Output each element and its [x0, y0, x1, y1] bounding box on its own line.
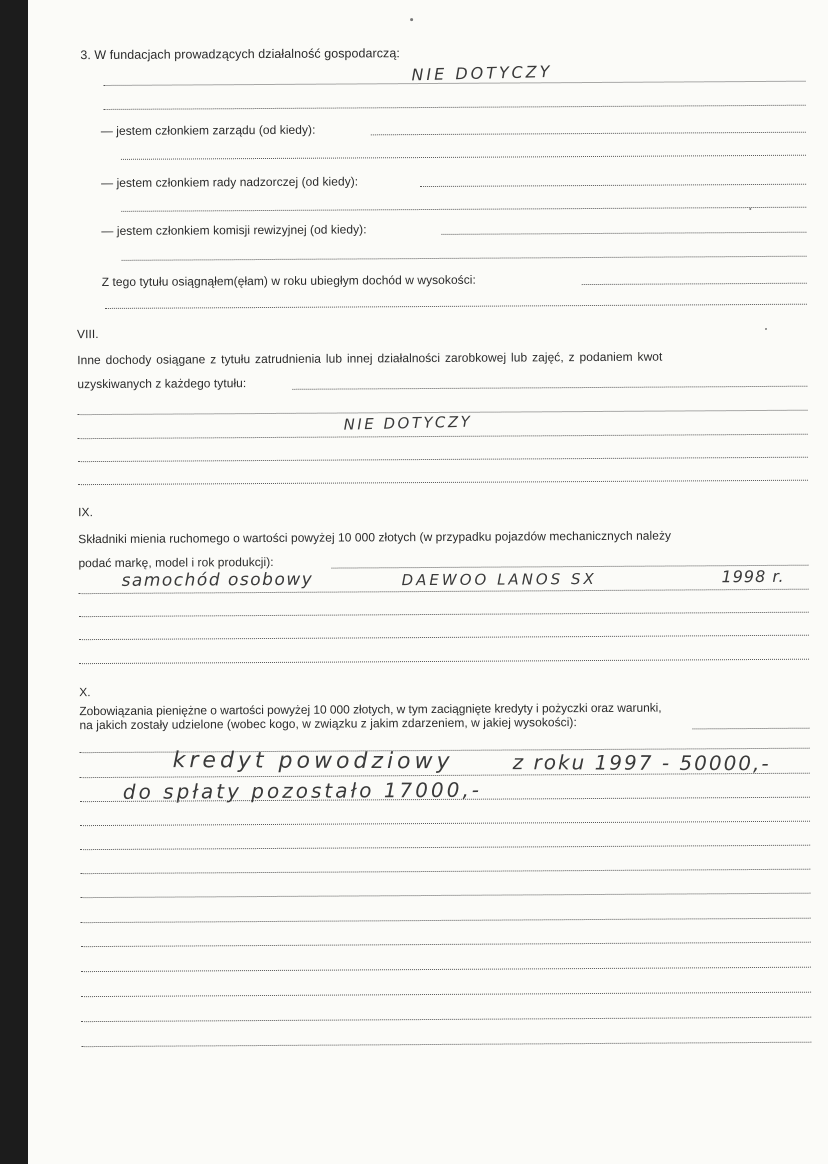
answer-line	[441, 232, 806, 235]
answer-line	[81, 992, 811, 997]
answer-line	[122, 256, 807, 261]
answer-line	[105, 304, 807, 309]
answer-line	[692, 728, 809, 730]
scan-speck	[410, 18, 413, 21]
answer-line	[80, 821, 810, 826]
handwritten-answer: NIE DOTYCZY	[343, 412, 473, 434]
answer-line	[582, 283, 807, 285]
answer-line	[80, 845, 810, 850]
answer-line	[81, 1042, 811, 1047]
handwritten-vehicle-year: 1998 r.	[721, 566, 785, 587]
section-viii-text-line2: uzyskiwanych z każdego tytułu:	[77, 376, 247, 392]
section-x-text-line2: na jakich zostały udzielone (wobec kogo, w związku z jakim zdarzeniem, w jakiej wysokości):	[79, 715, 577, 733]
answer-line	[104, 105, 806, 110]
section-ix-numeral: IX.	[78, 505, 93, 520]
scan-speck	[749, 208, 751, 210]
answer-line	[79, 635, 809, 640]
handwritten-answer: NIE DOTYCZY	[411, 62, 553, 85]
section-viii-numeral: VIII.	[76, 327, 99, 342]
handwritten-loan-line2: do spłaty pozostało 17000,-	[122, 777, 483, 804]
answer-line	[292, 386, 807, 390]
handwritten-loan-line1a: kredyt powodziowy	[172, 748, 454, 775]
answer-line	[80, 869, 810, 874]
answer-line	[81, 1017, 811, 1022]
handwritten-vehicle-model: DAEWOO LANOS SX	[401, 569, 597, 590]
section-x-text-line1: Zobowiązania pieniężne o wartości powyżej 10 000 złotych, w tym zaciągnięte kredyty i pożyczki oraz warunki,	[79, 700, 662, 719]
answer-line	[121, 207, 806, 212]
answer-line	[81, 967, 811, 972]
section-3-heading: 3. W fundacjach prowadzących działalność gospodarczą:	[80, 46, 400, 63]
answer-line	[78, 480, 808, 485]
handwritten-loan-line1b: z roku 1997 - 50000,-	[512, 750, 771, 776]
answer-line	[78, 434, 808, 439]
section-viii-text-line1: Inne dochody osiągane z tytułu zatrudnienia lub innej działalności zarobkowej lub zajęć, z podaniem kwot	[77, 349, 663, 368]
answer-line	[79, 612, 809, 617]
answer-line	[79, 659, 809, 664]
answer-line	[81, 918, 811, 923]
scan-speck	[765, 328, 767, 330]
section-ix-text-line2: podać markę, model i rok produkcji):	[78, 554, 274, 571]
form-content	[28, 0, 828, 1164]
section-x-numeral: X.	[79, 685, 91, 700]
income-label: Z tego tytułu osiągnąłem(ęłam) w roku ubiegłym dochód w wysokości:	[101, 272, 476, 289]
board-member-label: — jestem członkiem zarządu (od kiedy):	[100, 122, 316, 139]
section-ix-text-line1: Składniki mienia ruchomego o wartości powyżej 10 000 złotych (w przypadku pojazdów mechanicznych należy	[78, 528, 672, 547]
handwritten-vehicle: samochód osobowy	[121, 569, 314, 591]
answer-line	[80, 893, 810, 898]
answer-line	[371, 132, 806, 136]
answer-line	[420, 184, 806, 187]
supervisory-member-label: — jestem członkiem rady nadzorczej (od kiedy):	[101, 174, 359, 191]
audit-member-label: — jestem członkiem komisji rewizyjnej (od kiedy):	[101, 222, 367, 238]
form-page	[28, 0, 828, 1164]
answer-line	[81, 942, 811, 947]
answer-line	[121, 155, 806, 160]
answer-line	[78, 457, 808, 462]
